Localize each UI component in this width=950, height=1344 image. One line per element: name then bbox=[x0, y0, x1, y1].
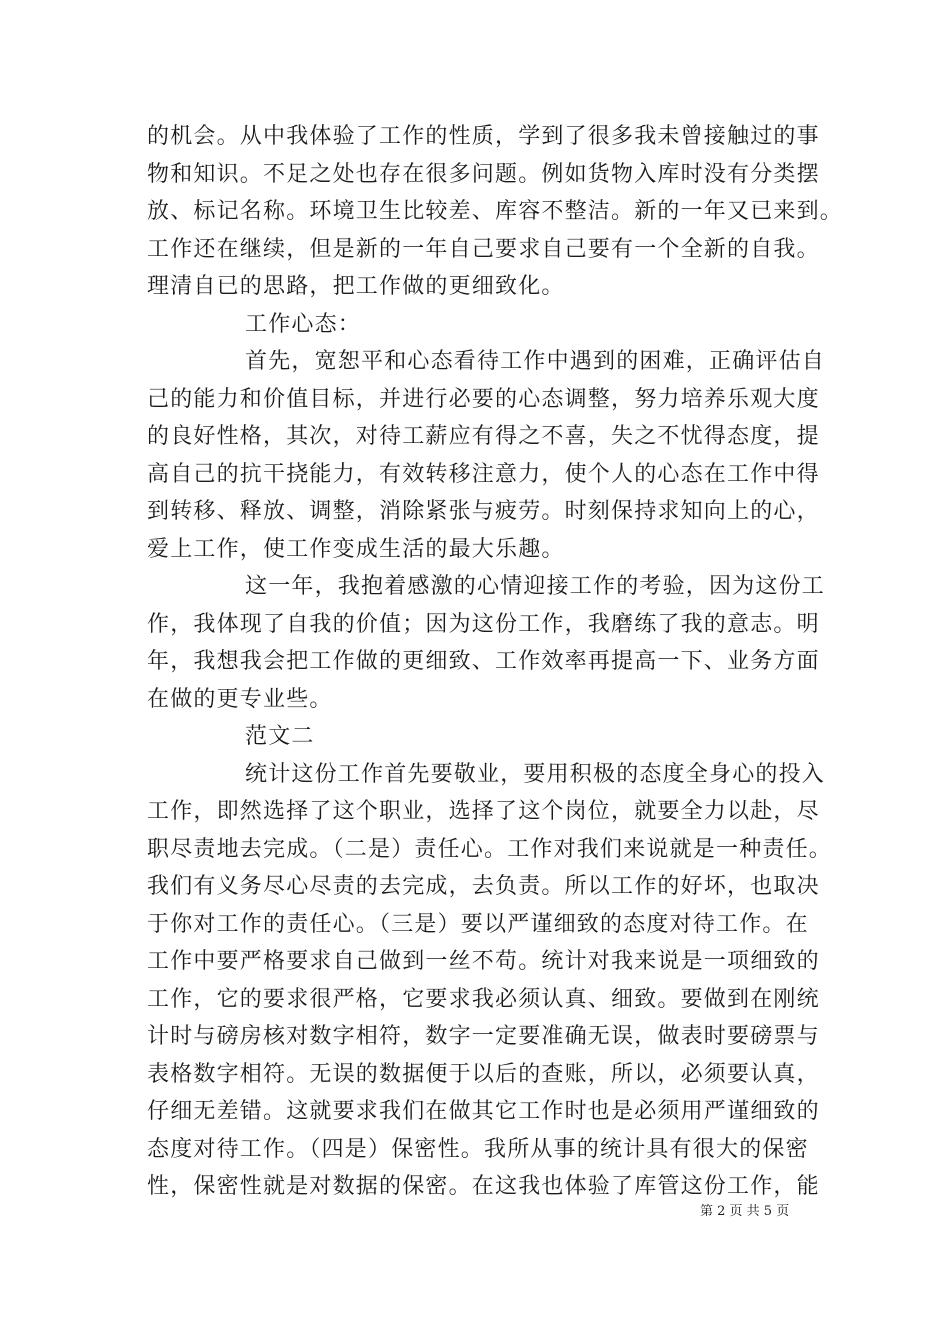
text-line: 职尽责地去完成。（二是）责任心。工作对我们来说就是一种责任。 bbox=[147, 836, 833, 862]
text-line: 物和知识。不足之处也存在很多问题。例如货物入库时没有分类摆 bbox=[147, 161, 820, 187]
section-heading-sample-two: 范文二 bbox=[245, 724, 315, 749]
text-line: 计时与磅房核对数字相符，数字一定要准确无误，做表时要磅票与 bbox=[147, 1024, 820, 1049]
page-number: 第 2 页 共 5 页 bbox=[700, 1204, 790, 1219]
text-line: 到转移、释放、调整，消除紧张与疲劳。时刻保持求知向上的心， bbox=[147, 499, 820, 524]
text-line: 在做的更专业些。 bbox=[147, 686, 333, 712]
text-line: 年，我想我会把工作做的更细致、工作效率再提高一下、业务方面 bbox=[147, 649, 820, 674]
text-line: 性，保密性就是对数据的保密。在这我也体验了库管这份工作，能 bbox=[147, 1174, 820, 1199]
body-text bbox=[147, 118, 844, 1206]
text-line: 的良好性格，其次，对待工薪应有得之不喜，失之不忧得态度，提 bbox=[147, 424, 820, 449]
text-line: 工作，它的要求很严格，它要求我必须认真、细致。要做到在刚统 bbox=[147, 986, 820, 1012]
text-line: 首先，宽恕平和心态看待工作中遇到的困难，正确评估自 bbox=[245, 349, 826, 374]
text-line: 作，我体现了自我的价值；因为这份工作，我磨练了我的意志。明 bbox=[147, 611, 820, 637]
text-line: 态度对待工作。（四是）保密性。我所从事的统计具有很大的保密 bbox=[147, 1136, 809, 1162]
text-line: 放、标记名称。环境卫生比较差、库容不整洁。新的一年又已来到。 bbox=[147, 199, 844, 224]
text-line: 于你对工作的责任心。（三是）要以严谨细致的态度对待工作。在 bbox=[147, 911, 809, 937]
text-line: 表格数字相符。无误的数据便于以后的查账，所以，必须要认真， bbox=[147, 1061, 820, 1087]
text-line: 仔细无差错。这就要求我们在做其它工作时也是必须用严谨细致的 bbox=[147, 1099, 820, 1124]
text-line: 统计这份工作首先要敬业，要用积极的态度全身心的投入 bbox=[245, 761, 826, 787]
text-line: 这一年，我抱着感激的心情迎接工作的考验，因为这份工 bbox=[245, 574, 826, 599]
text-line: 理清自已的思路，把工作做的更细致化。 bbox=[147, 274, 565, 299]
text-line: 工作还在继续，但是新的一年自己要求自己要有一个全新的自我。 bbox=[147, 236, 820, 262]
text-line: 己的能力和价值目标，并进行必要的心态调整，努力培养乐观大度 bbox=[147, 386, 820, 412]
text-line: 工作，即然选择了这个职业，选择了这个岗位，就要全力以赴，尽 bbox=[147, 799, 820, 824]
text-line: 我们有义务尽心尽责的去完成，去负责。所以工作的好坏，也取决 bbox=[147, 874, 820, 899]
section-heading-work-attitude: 工作心态： bbox=[245, 311, 362, 337]
text-line: 的机会。从中我体验了工作的性质，学到了很多我未曾接触过的事 bbox=[147, 124, 820, 149]
text-line: 爱上工作，使工作变成生活的最大乐趣。 bbox=[147, 536, 565, 562]
text-line: 高自己的抗干挠能力，有效转移注意力，使个人的心态在工作中得 bbox=[147, 461, 820, 487]
text-line: 工作中要严格要求自己做到一丝不苟。统计对我来说是一项细致的 bbox=[147, 949, 820, 974]
